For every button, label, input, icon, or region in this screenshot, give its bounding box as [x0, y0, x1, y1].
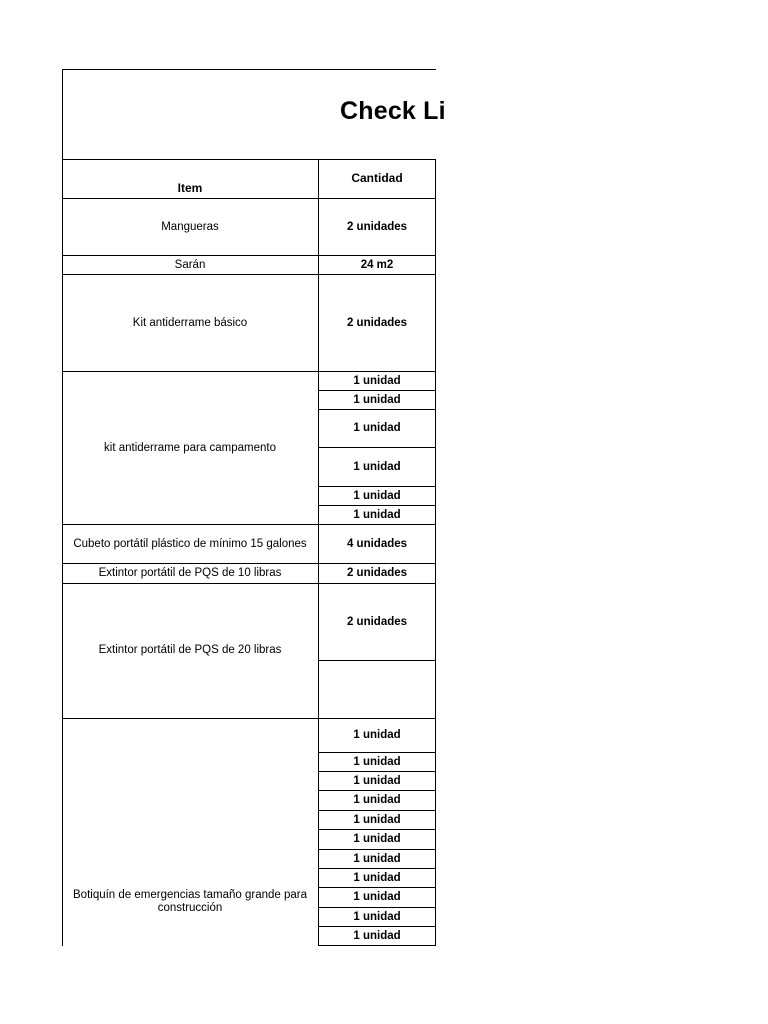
qty-botiquin-10: 1 unidad [353, 910, 401, 923]
border-top [62, 69, 436, 70]
item-mangueras: Mangueras [161, 220, 219, 233]
qty-extintor-20-empty [319, 661, 435, 718]
item-cubeto: Cubeto portátil plástico de mínimo 15 galones [73, 537, 307, 550]
qty-campamento-2: 1 unidad [353, 393, 401, 406]
header-cantidad: Cantidad [351, 170, 403, 185]
item-botiquin: Botiquín de emergencias tamaño grande para construcción [73, 889, 307, 914]
qty-extintor-20: 2 unidades [346, 615, 408, 628]
qty-campamento-4: 1 unidad [353, 460, 401, 473]
page-title: Check Li [340, 97, 446, 125]
qty-botiquin-9: 1 unidad [353, 891, 401, 903]
qty-campamento-6: 1 unidad [353, 508, 401, 521]
qty-campamento-5: 1 unidad [353, 489, 401, 502]
cantidad-right-border [435, 159, 436, 946]
header-item: Item [177, 180, 203, 195]
sub-row-line [318, 945, 436, 946]
item-extintor-20: Extintor portátil de PQS de 20 libras [98, 644, 282, 656]
item-extintor-10: Extintor portátil de PQS de 10 libras [98, 566, 282, 579]
item-kit-basico: Kit antiderrame básico [132, 316, 248, 329]
qty-cubeto: 4 unidades [346, 537, 408, 550]
qty-extintor-10: 2 unidades [346, 566, 408, 579]
qty-mangueras: 2 unidades [346, 220, 408, 233]
qty-botiquin-7: 1 unidad [353, 852, 401, 865]
item-saran: Sarán [174, 258, 206, 271]
qty-botiquin-11: 1 unidad [353, 929, 401, 942]
qty-botiquin-3: 1 unidad [353, 774, 401, 787]
qty-botiquin-1: 1 unidad [353, 729, 401, 741]
qty-botiquin-6: 1 unidad [353, 833, 401, 845]
qty-botiquin-4: 1 unidad [353, 794, 401, 806]
qty-botiquin-2: 1 unidad [353, 755, 401, 768]
qty-botiquin-8: 1 unidad [353, 871, 401, 884]
qty-kit-basico: 2 unidades [346, 316, 408, 329]
qty-botiquin-5: 1 unidad [353, 813, 401, 826]
qty-saran: 24 m2 [360, 258, 394, 271]
qty-campamento-1: 1 unidad [353, 374, 401, 387]
checklist-sheet [62, 69, 446, 946]
item-kit-campamento: kit antiderrame para campamento [104, 441, 276, 454]
qty-campamento-3: 1 unidad [353, 422, 401, 434]
